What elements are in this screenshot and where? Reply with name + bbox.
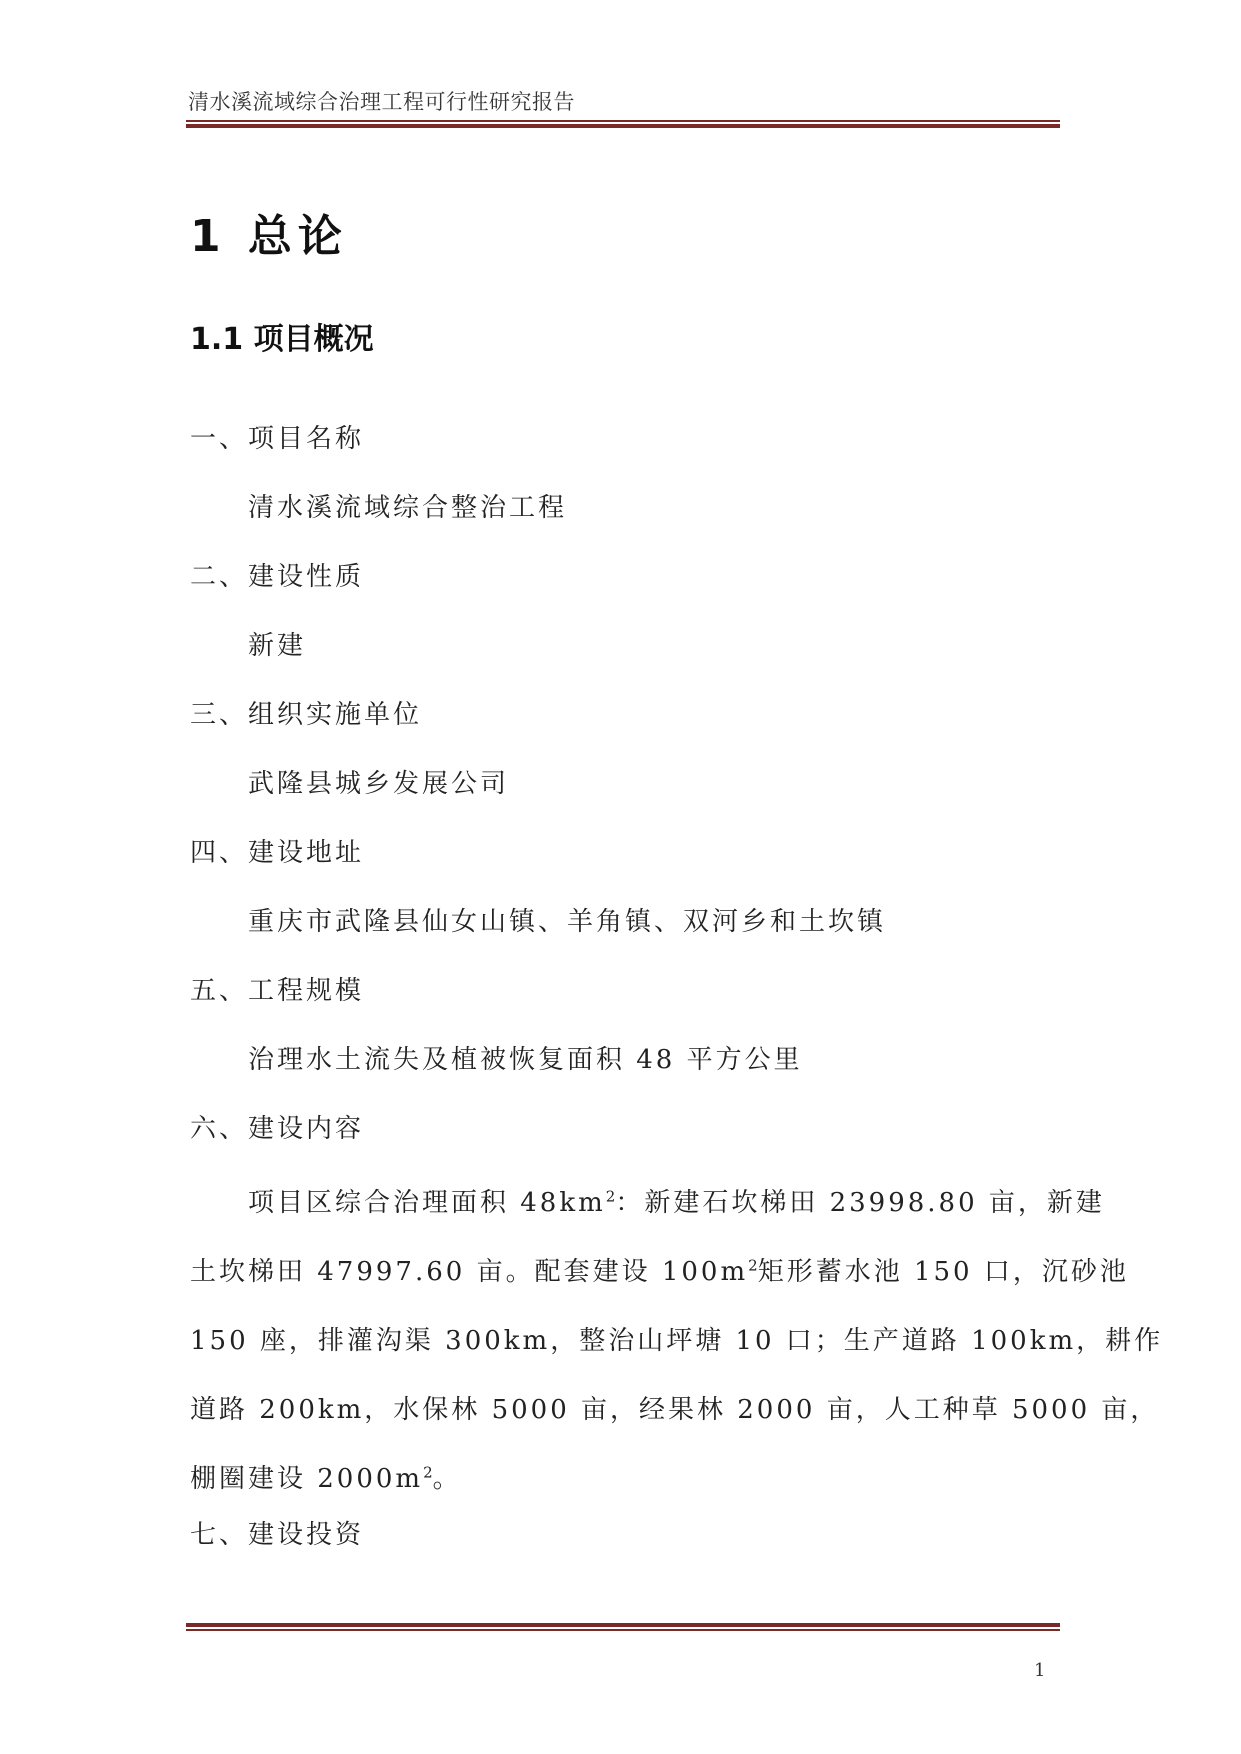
item-heading-implementing-unit: 三、组织实施单位 <box>190 700 423 730</box>
item-content-location: 重庆市武隆县仙女山镇、羊角镇、双河乡和土坎镇 <box>248 907 887 937</box>
construction-content-paragraph <box>190 1169 1164 1514</box>
paragraph-line: 土坎梯田 47997.60 亩。配套建设 $100m^2$矩形蓄水池 150 口，沉砂池 <box>190 1256 1129 1287</box>
section-title: 1.1 项目概况 <box>190 322 374 357</box>
item-heading-construction-content: 六、建设内容 <box>190 1114 365 1144</box>
item-content-scale: 治理水土流失及植被恢复面积 48 平方公里 <box>248 1045 803 1075</box>
header-rule-thin <box>186 120 1060 122</box>
item-heading-investment: 七、建设投资 <box>190 1520 365 1550</box>
paragraph-line: 150 座，排灌沟渠 300km，整治山坪塘 10 口；生产道路 100km，耕作 <box>190 1326 1164 1356</box>
header-rule <box>186 120 1060 128</box>
running-header: 清水溪流域综合治理工程可行性研究报告 <box>188 90 575 114</box>
item-heading-construction-nature: 二、建设性质 <box>190 562 365 592</box>
item-heading-location: 四、建设地址 <box>190 838 365 868</box>
page-number: 1 <box>1034 1660 1046 1681</box>
paragraph-line: 道路 200km，水保林 5000 亩，经果林 2000 亩，人工种草 5000 亩， <box>190 1395 1160 1425</box>
item-heading-scale: 五、工程规模 <box>190 976 365 1006</box>
footer-rule <box>186 1623 1060 1631</box>
item-content-construction-nature: 新建 <box>248 631 307 661</box>
item-content-project-name: 清水溪流域综合整治工程 <box>248 493 568 523</box>
footer-rule-thick <box>186 1623 1060 1627</box>
footer-rule-thin <box>186 1629 1060 1631</box>
item-heading-project-name: 一、项目名称 <box>190 424 365 454</box>
paragraph-line: 棚圈建设 $2000m^2$。 <box>190 1463 462 1494</box>
chapter-title: 1 总论 <box>190 211 348 262</box>
paragraph-line: 项目区综合治理面积 $48km^2$：新建石坎梯田 23998.80 亩，新建 <box>248 1187 1105 1218</box>
header-rule-thick <box>186 124 1060 128</box>
item-content-implementing-unit: 武隆县城乡发展公司 <box>248 769 510 799</box>
